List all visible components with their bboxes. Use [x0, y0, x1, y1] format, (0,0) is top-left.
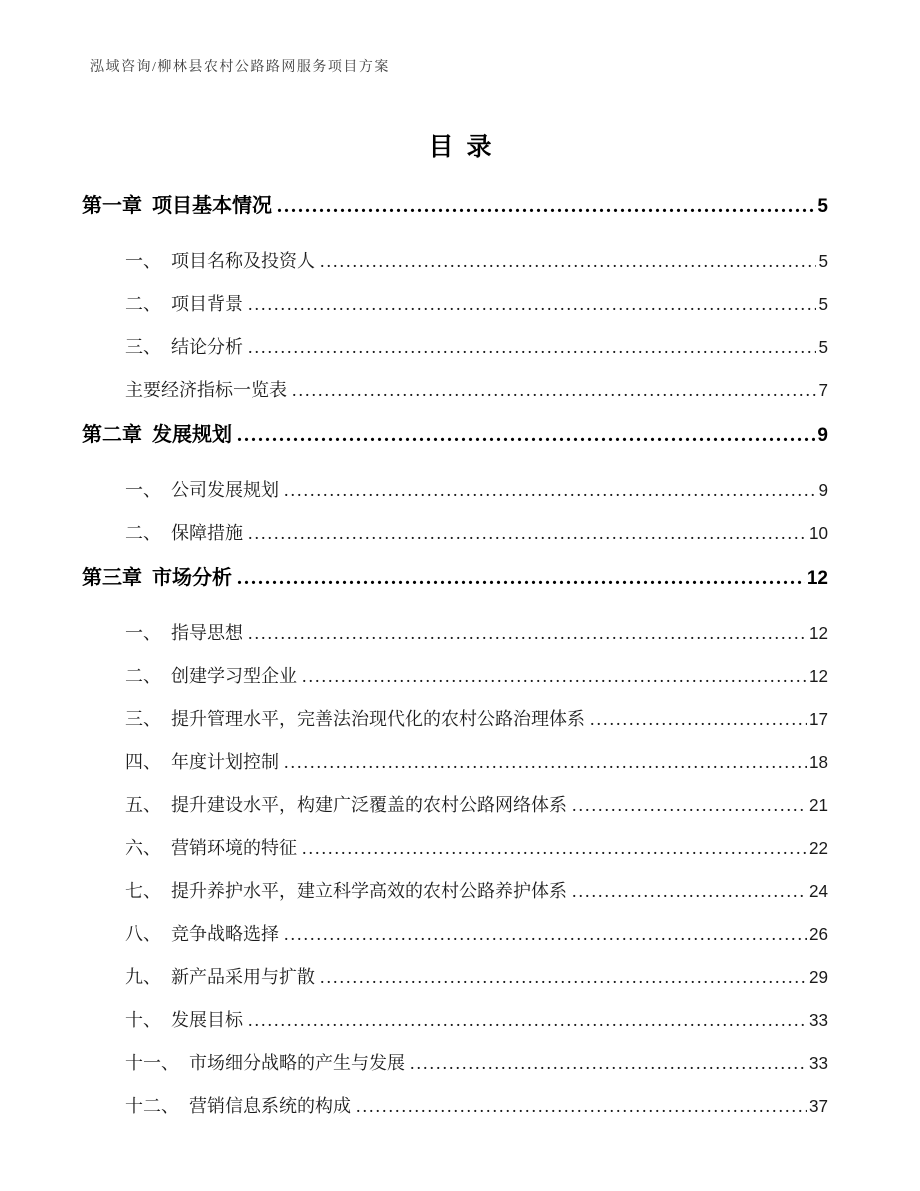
toc-subentry[interactable] — [125, 521, 828, 546]
toc-entry-page: 5 — [818, 252, 828, 271]
toc-entry-number: 二、 — [125, 666, 161, 686]
toc-subentry[interactable] — [125, 335, 828, 360]
toc-chapter-entry[interactable] — [82, 192, 828, 221]
toc-entry-page: 12 — [806, 568, 828, 589]
toc-subentry[interactable] — [125, 707, 828, 732]
toc-subentry[interactable] — [125, 836, 828, 861]
toc-entry-page: 24 — [808, 882, 828, 901]
toc-entry-page: 22 — [808, 839, 828, 858]
toc-leader-dots — [248, 1008, 807, 1032]
toc-leader-dots — [320, 249, 816, 273]
toc-entry-page: 10 — [808, 524, 828, 543]
toc-entry-number: 一、 — [125, 480, 161, 500]
toc-entry-title: 项目背景 — [171, 294, 243, 314]
toc-entry-number: 三、 — [125, 709, 161, 729]
toc-entry-page: 9 — [817, 425, 828, 446]
toc-entry-title: 公司发展规划 — [171, 480, 279, 500]
document-header-text: 泓域咨询/柳林县农村公路路网服务项目方案 — [90, 60, 390, 75]
toc-entry-number: 四、 — [125, 752, 161, 772]
toc-entry-number: 二、 — [125, 294, 161, 314]
toc-entry-page: 5 — [818, 338, 828, 357]
toc-entry-title: 提升养护水平，建立科学高效的农村公路养护体系 — [171, 881, 567, 901]
toc-entry-number: 三、 — [125, 337, 161, 357]
toc-entry-page: 5 — [817, 196, 828, 217]
toc-entry-number: 十一、 — [125, 1053, 179, 1073]
toc-entry-page: 17 — [808, 710, 828, 729]
toc-entry-title: 新产品采用与扩散 — [171, 967, 315, 987]
toc-subentry[interactable] — [125, 750, 828, 775]
toc-entry-number: 一、 — [125, 623, 161, 643]
toc-entry-number: 十、 — [125, 1010, 161, 1030]
toc-entry-page: 37 — [808, 1097, 828, 1116]
toc-entry-title: 保障措施 — [171, 523, 243, 543]
toc-entry-title: 营销信息系统的构成 — [189, 1096, 351, 1116]
toc-entry-number: 八、 — [125, 924, 161, 944]
toc-chapter-entry[interactable] — [82, 564, 828, 593]
toc-subentry[interactable] — [125, 965, 828, 990]
toc-entry-number: 六、 — [125, 838, 161, 858]
toc-leader-dots — [292, 378, 816, 402]
toc-entry-page: 33 — [808, 1054, 828, 1073]
toc-entry-title: 市场细分战略的产生与发展 — [189, 1053, 405, 1073]
toc-entry-number: 七、 — [125, 881, 161, 901]
toc-leader-dots — [590, 707, 807, 731]
toc-leader-dots — [248, 335, 816, 359]
toc-entry-number: 一、 — [125, 251, 161, 271]
toc-subentry[interactable] — [125, 292, 828, 317]
toc-entry-title: 创建学习型企业 — [171, 666, 297, 686]
toc-leader-dots — [284, 750, 807, 774]
toc-leader-dots — [302, 664, 807, 688]
toc-leader-dots — [320, 965, 807, 989]
toc-entry-title: 竞争战略选择 — [171, 924, 279, 944]
toc-entry-page: 26 — [808, 925, 828, 944]
toc-subentry[interactable] — [125, 378, 828, 403]
toc-entry-title: 年度计划控制 — [171, 752, 279, 772]
toc-entry-page: 12 — [808, 624, 828, 643]
toc-list — [82, 180, 828, 1137]
toc-entry-number: 第三章 — [82, 567, 142, 589]
toc-entry-page: 7 — [818, 381, 828, 400]
toc-subentry[interactable] — [125, 793, 828, 818]
toc-leader-dots — [284, 922, 807, 946]
toc-subentry[interactable] — [125, 922, 828, 947]
toc-leader-dots — [277, 192, 815, 220]
toc-entry-title: 主要经济指标一览表 — [125, 380, 287, 400]
toc-subentry[interactable] — [125, 1008, 828, 1033]
toc-entry-number: 二、 — [125, 523, 161, 543]
toc-entry-title: 市场分析 — [152, 567, 232, 589]
toc-entry-page: 12 — [808, 667, 828, 686]
toc-entry-page: 5 — [818, 295, 828, 314]
toc-subentry[interactable] — [125, 664, 828, 689]
toc-leader-dots — [302, 836, 807, 860]
toc-chapter-entry[interactable] — [82, 421, 828, 450]
toc-leader-dots — [237, 564, 805, 592]
toc-title: 目录 — [428, 133, 505, 161]
toc-leader-dots — [410, 1051, 807, 1075]
toc-entry-page: 18 — [808, 753, 828, 772]
toc-entry-title: 发展目标 — [171, 1010, 243, 1030]
toc-entry-title: 指导思想 — [171, 623, 243, 643]
toc-subentry[interactable] — [125, 1094, 828, 1119]
toc-entry-title: 项目名称及投资人 — [171, 251, 315, 271]
toc-entry-title: 营销环境的特征 — [171, 838, 297, 858]
toc-subentry[interactable] — [125, 879, 828, 904]
toc-leader-dots — [237, 421, 815, 449]
toc-entry-title: 结论分析 — [171, 337, 243, 357]
toc-leader-dots — [248, 292, 816, 316]
toc-entry-title: 提升建设水平，构建广泛覆盖的农村公路网络体系 — [171, 795, 567, 815]
toc-leader-dots — [572, 793, 807, 817]
toc-subentry[interactable] — [125, 1051, 828, 1076]
toc-entry-page: 29 — [808, 968, 828, 987]
toc-entry-title: 项目基本情况 — [152, 195, 272, 217]
toc-entry-title: 提升管理水平，完善法治现代化的农村公路治理体系 — [171, 709, 585, 729]
toc-subentry[interactable] — [125, 249, 828, 274]
toc-leader-dots — [572, 879, 807, 903]
toc-entry-page: 9 — [818, 481, 828, 500]
toc-entry-title: 发展规划 — [152, 424, 232, 446]
toc-subentry[interactable] — [125, 621, 828, 646]
document-header — [90, 56, 390, 76]
toc-leader-dots — [356, 1094, 807, 1118]
toc-entry-page: 21 — [808, 796, 828, 815]
toc-entry-number: 十二、 — [125, 1096, 179, 1116]
toc-leader-dots — [284, 478, 816, 502]
toc-entry-number: 五、 — [125, 795, 161, 815]
toc-entry-number: 第一章 — [82, 195, 142, 217]
toc-entry-page: 33 — [808, 1011, 828, 1030]
toc-leader-dots — [248, 621, 807, 645]
toc-entry-number: 第二章 — [82, 424, 142, 446]
toc-entry-number: 九、 — [125, 967, 161, 987]
toc-leader-dots — [248, 521, 807, 545]
toc-subentry[interactable] — [125, 478, 828, 503]
